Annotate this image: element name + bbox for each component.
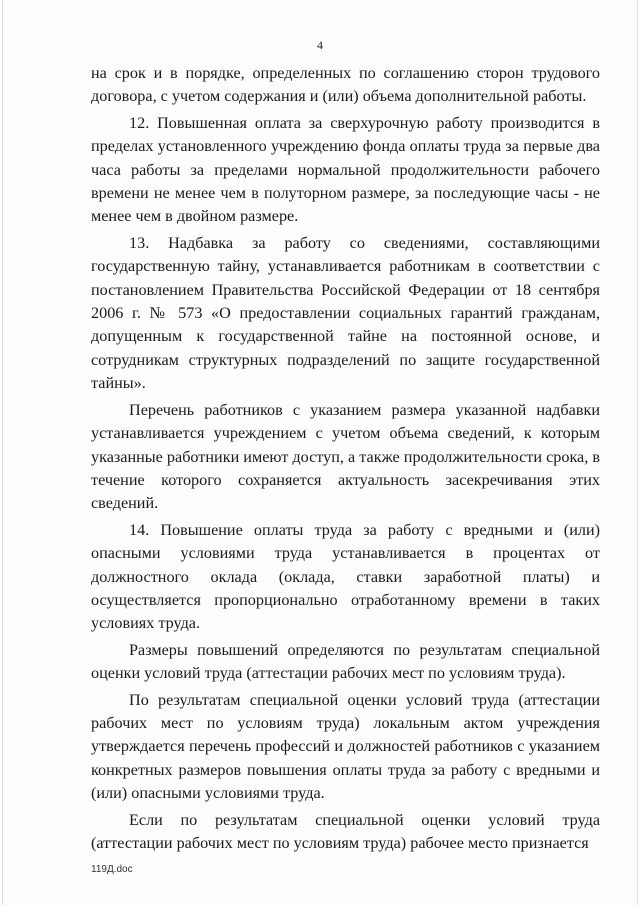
scan-edge-left <box>2 0 3 905</box>
file-name-footer: 119Д.doc <box>91 864 133 875</box>
paragraph-employee-list: Перечень работников с указанием размера указанной надбавки устанавливается учреждением с учетом объема сведений, к которым указанные работники имеют доступ, а также продолжительности срока, в течение которого сохраняется актуальность засекречивания этих сведений. <box>91 400 600 513</box>
paragraph-14-hazardous-conditions: 14. Повышение оплаты труда за работу с вредными и (или) опасными условиями труда устанавливается в процентах от должностного оклада (оклада, ставки заработной платы) и осуществляется пропорционально отработанному времени в таких условиях труда. <box>91 520 600 633</box>
paragraph-professions-list: По результатам специальной оценки условий труда (аттестации рабочих мест по условиям труда) локальным актом учреждения утверждается перечень профессий и должностей работников с указанием конкретных размеров повышения оплаты труда за работу с вредными и (или) опасными условиями труда. <box>91 690 600 803</box>
paragraph-13-state-secret-bonus: 13. Надбавка за работу со сведениями, составляющими государственную тайну, устанавливается работникам в соответствии с постановлением Правительства Российской Федерации от 18 сентября 2006 г. № 573 «О предоставлении социальных гарантий гражданам, допущенным к государственной тайне на постоянной основе, и сотрудникам структурных подразделений по защите государственной тайны». <box>91 233 600 393</box>
scan-edge-right <box>637 0 638 905</box>
page-number: 4 <box>317 38 323 52</box>
paragraph-increase-amounts: Размеры повышений определяются по результатам специальной оценки условий труда (аттестации рабочих мест по условиям труда). <box>91 640 600 683</box>
paragraph-12-overtime-pay: 12. Повышенная оплата за сверхурочную работу производится в пределах установленного учреждению фонда оплаты труда за первые два часа работы за пределами нормальной продолжительности рабочего времени не менее чем в полуторном размере, за последующие часы - не менее чем в двойном размере. <box>91 113 600 226</box>
paragraph-workplace-recognition: Если по результатам специальной оценки условий труда (аттестации рабочих мест по условиям труда) рабочее место признается <box>91 810 600 852</box>
paragraph-continuation: на срок и в порядке, определенных по соглашению сторон трудового договора, с учетом содержания и (или) объема дополнительной работы. <box>91 64 600 106</box>
document-body <box>91 62 600 858</box>
